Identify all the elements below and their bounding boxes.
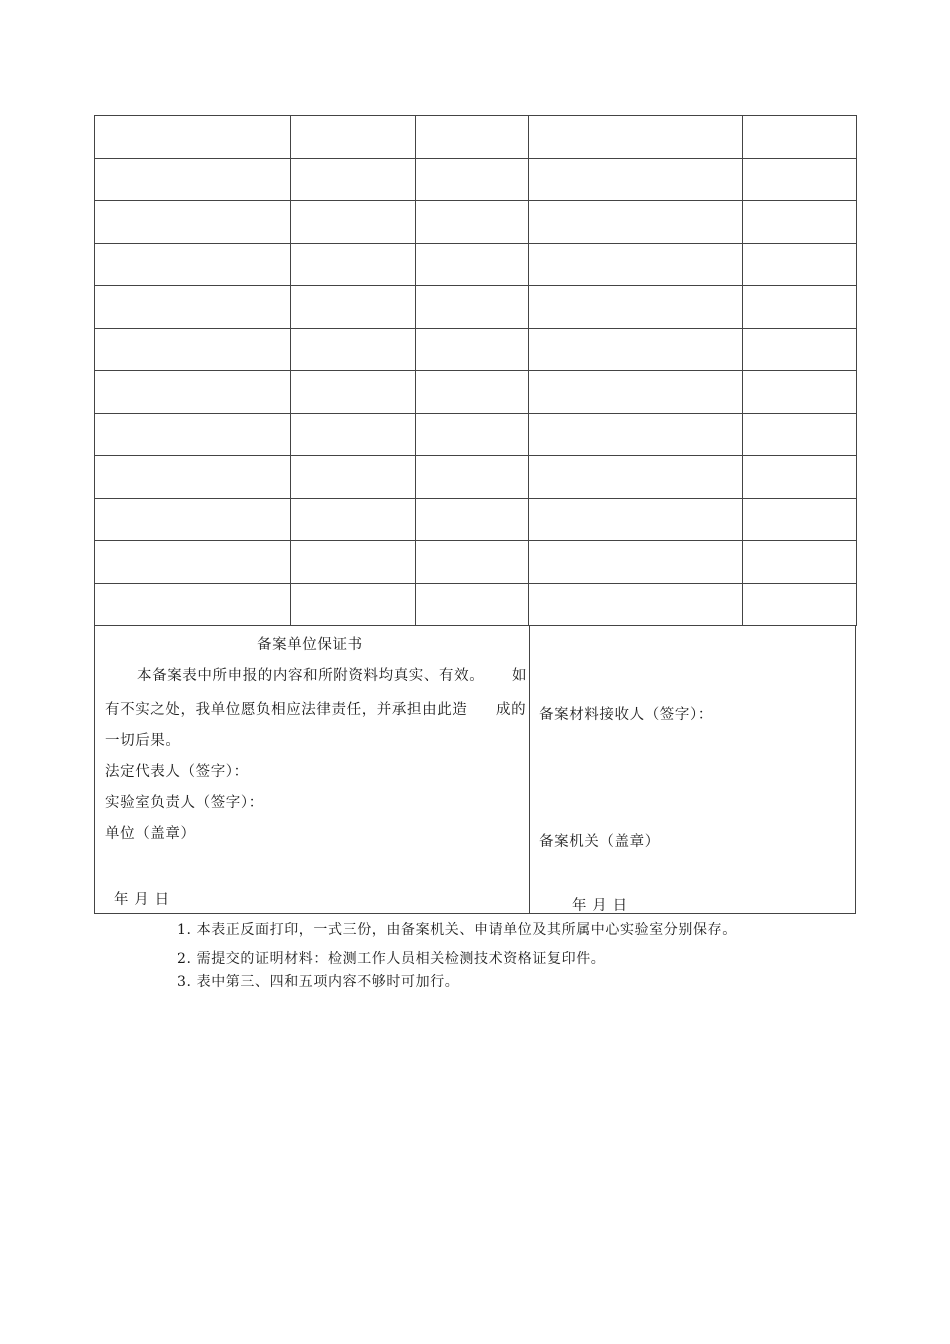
table-cell[interactable] (291, 456, 416, 499)
table-cell[interactable] (291, 286, 416, 329)
table-cell[interactable] (529, 583, 743, 626)
table-cell[interactable] (416, 201, 529, 244)
table-cell[interactable] (416, 328, 529, 371)
unit-seal-label: 单位（盖章） (105, 826, 196, 842)
table-row (95, 371, 857, 414)
table-cell[interactable] (529, 456, 743, 499)
legal-representative-signature-label: 法定代表人（签字）： (105, 764, 249, 780)
table-row (95, 328, 857, 371)
guarantee-text-line2: 有不实之处，我单位愿负相应法律责任，并承担由此造 (105, 702, 468, 718)
table-cell[interactable] (291, 116, 416, 159)
table-cell[interactable] (95, 116, 291, 159)
guarantee-text-line2-end: 成的 (496, 702, 527, 718)
table-row (95, 116, 857, 159)
table-cell[interactable] (743, 286, 857, 329)
table-cell[interactable] (291, 243, 416, 286)
section-divider (529, 625, 530, 913)
table-cell[interactable] (743, 243, 857, 286)
table-cell[interactable] (743, 541, 857, 584)
table-cell[interactable] (95, 201, 291, 244)
table-cell[interactable] (291, 158, 416, 201)
table-cell[interactable] (416, 583, 529, 626)
table-cell[interactable] (529, 243, 743, 286)
table-cell[interactable] (291, 498, 416, 541)
table-row (95, 583, 857, 626)
table-cell[interactable] (416, 541, 529, 584)
table-cell[interactable] (529, 328, 743, 371)
table-cell[interactable] (743, 583, 857, 626)
table-cell[interactable] (529, 286, 743, 329)
authority-seal-label: 备案机关（盖章） (539, 834, 660, 850)
table-cell[interactable] (291, 413, 416, 456)
table-cell[interactable] (416, 116, 529, 159)
table-cell[interactable] (416, 371, 529, 414)
note-item: 3. 表中第三、四和五项内容不够时可加行。 (177, 974, 460, 990)
table-cell[interactable] (529, 413, 743, 456)
table-cell[interactable] (95, 158, 291, 201)
table-cell[interactable] (529, 116, 743, 159)
note-item: 1. 本表正反面打印，一式三份，由备案机关、申请单位及其所属中心实验室分别保存。 (177, 922, 737, 938)
table-cell[interactable] (743, 498, 857, 541)
table-row (95, 158, 857, 201)
table-cell[interactable] (416, 456, 529, 499)
table-cell[interactable] (529, 498, 743, 541)
table-cell[interactable] (95, 583, 291, 626)
table-cell[interactable] (529, 371, 743, 414)
guarantee-text-line3: 一切后果。 (105, 733, 181, 749)
table-cell[interactable] (95, 328, 291, 371)
table-row (95, 286, 857, 329)
note-item: 2. 需提交的证明材料：检测工作人员相关检测技术资格证复印件。 (177, 951, 606, 967)
lab-head-signature-label: 实验室负责人（签字）： (105, 795, 264, 811)
table-cell[interactable] (529, 158, 743, 201)
table-row (95, 243, 857, 286)
table-cell[interactable] (95, 371, 291, 414)
table-cell[interactable] (743, 371, 857, 414)
table-row (95, 201, 857, 244)
table-cell[interactable] (743, 456, 857, 499)
guarantee-text-line1-end: 如 (512, 668, 528, 684)
table-row (95, 498, 857, 541)
table-cell[interactable] (291, 583, 416, 626)
table-cell[interactable] (416, 286, 529, 329)
table-row (95, 413, 857, 456)
table-cell[interactable] (743, 116, 857, 159)
table-cell[interactable] (529, 201, 743, 244)
personnel-table (94, 115, 857, 626)
table-cell[interactable] (743, 413, 857, 456)
table-cell[interactable] (416, 498, 529, 541)
table-cell[interactable] (416, 413, 529, 456)
table-cell[interactable] (416, 158, 529, 201)
personnel-table-body (95, 116, 857, 626)
table-row (95, 541, 857, 584)
guarantee-date-label: 年 月 日 (114, 892, 170, 908)
table-cell[interactable] (743, 201, 857, 244)
table-cell[interactable] (95, 413, 291, 456)
table-cell[interactable] (291, 201, 416, 244)
table-row (95, 456, 857, 499)
table-cell[interactable] (95, 243, 291, 286)
table-cell[interactable] (95, 498, 291, 541)
guarantee-title: 备案单位保证书 (257, 637, 363, 653)
table-cell[interactable] (95, 456, 291, 499)
table-cell[interactable] (95, 286, 291, 329)
table-cell[interactable] (291, 541, 416, 584)
table-cell[interactable] (291, 371, 416, 414)
table-cell[interactable] (291, 328, 416, 371)
table-cell[interactable] (416, 243, 529, 286)
guarantee-text-line1: 本备案表中所申报的内容和所附资料均真实、有效。 (137, 668, 485, 684)
receiver-date-label: 年 月 日 (572, 898, 628, 914)
table-cell[interactable] (743, 328, 857, 371)
table-cell[interactable] (743, 158, 857, 201)
table-cell[interactable] (95, 541, 291, 584)
table-cell[interactable] (529, 541, 743, 584)
receiver-signature-label: 备案材料接收人（签字）： (539, 707, 713, 723)
